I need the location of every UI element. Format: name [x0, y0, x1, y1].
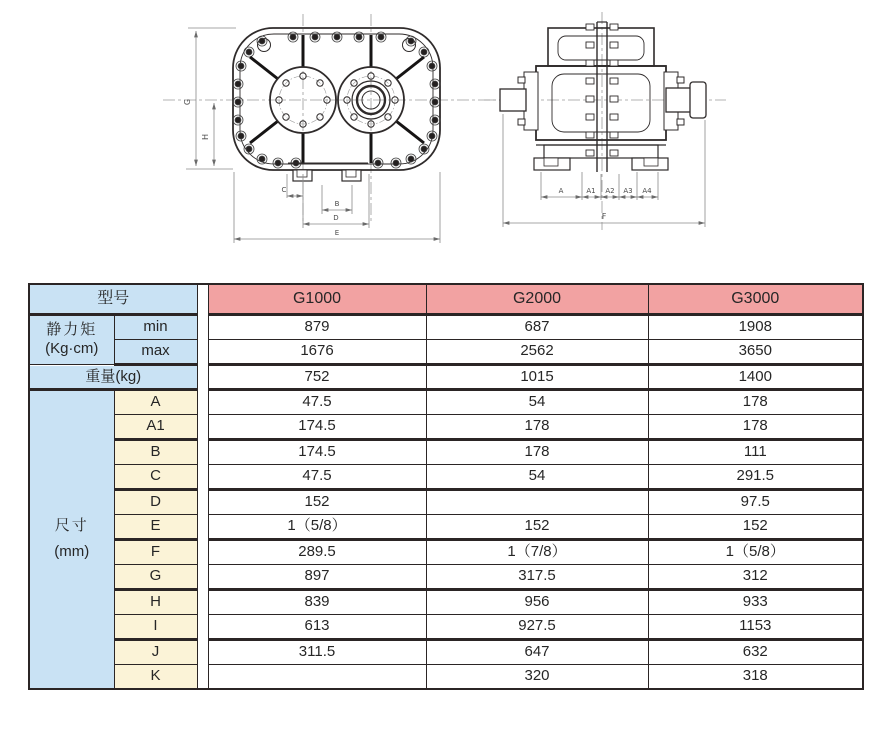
gearbox-drawing-svg [0, 0, 890, 272]
value-cell: 879 [208, 314, 426, 339]
value-cell: 927.5 [426, 614, 648, 639]
static-moment-label: 静力矩 [46, 320, 98, 338]
row-label: G [114, 564, 197, 589]
value-cell: 174.5 [208, 414, 426, 439]
value-cell: 47.5 [208, 464, 426, 489]
value-cell: 2562 [426, 339, 648, 364]
row-label: B [114, 439, 197, 464]
dim-label-d: D [333, 214, 339, 222]
value-cell: 111 [648, 439, 863, 464]
value-cell: 956 [426, 589, 648, 614]
value-cell: 152 [426, 514, 648, 539]
value-cell: 311.5 [208, 639, 426, 664]
value-cell: 1676 [208, 339, 426, 364]
static-moment-unit: (Kg·cm) [45, 339, 99, 357]
value-cell: 1400 [648, 364, 863, 389]
value-cell: 318 [648, 664, 863, 689]
value-cell: 839 [208, 589, 426, 614]
row-label: A [114, 389, 197, 414]
spec-table [28, 283, 864, 690]
column-gap [197, 284, 208, 689]
row-label-max: max [114, 339, 197, 364]
dim-label-b: B [334, 200, 340, 208]
side-feet [534, 158, 668, 170]
value-cell: 54 [426, 464, 648, 489]
value-cell: 178 [426, 414, 648, 439]
dimensions-label: 尺寸 [54, 516, 89, 534]
dim-label-h: H [201, 133, 210, 141]
row-label: C [114, 464, 197, 489]
value-cell: 178 [648, 414, 863, 439]
dim-label-e: E [334, 229, 340, 237]
value-cell: 752 [208, 364, 426, 389]
dim-label-g: G [183, 98, 192, 106]
technical-drawing [0, 0, 890, 272]
row-label: H [114, 589, 197, 614]
value-cell: 632 [648, 639, 863, 664]
value-cell: 613 [208, 614, 426, 639]
value-cell: 178 [648, 389, 863, 414]
row-label: E [114, 514, 197, 539]
value-cell: 152 [208, 489, 426, 514]
row-label-min: min [114, 314, 197, 339]
value-cell: 897 [208, 564, 426, 589]
value-cell: 1153 [648, 614, 863, 639]
value-cell: 320 [426, 664, 648, 689]
value-cell [426, 489, 648, 514]
value-cell [208, 664, 426, 689]
value-cell: 1（5/8） [208, 514, 426, 539]
model-header-g1000: G1000 [208, 284, 426, 314]
value-cell: 3650 [648, 339, 863, 364]
value-cell: 933 [648, 589, 863, 614]
dim-label-a1: A1 [586, 187, 596, 195]
value-cell: 291.5 [648, 464, 863, 489]
weight-row-header: 重量(kg) [29, 364, 197, 389]
value-cell: 289.5 [208, 539, 426, 564]
dimensions-header [29, 389, 114, 689]
dim-label-a4: A4 [642, 187, 652, 195]
static-moment-header [29, 314, 114, 364]
side-view [484, 12, 726, 230]
row-label: F [114, 539, 197, 564]
value-cell: 1908 [648, 314, 863, 339]
row-label: J [114, 639, 197, 664]
row-label: K [114, 664, 197, 689]
front-view [163, 14, 508, 243]
model-header-g2000: G2000 [426, 284, 648, 314]
value-cell: 152 [648, 514, 863, 539]
row-label: D [114, 489, 197, 514]
row-label: I [114, 614, 197, 639]
dim-label-a: A [558, 187, 564, 195]
dim-label-a2: A2 [605, 187, 615, 195]
value-cell: 47.5 [208, 389, 426, 414]
value-cell: 1（5/8） [648, 539, 863, 564]
value-cell: 647 [426, 639, 648, 664]
value-cell: 312 [648, 564, 863, 589]
value-cell: 687 [426, 314, 648, 339]
row-label: A1 [114, 414, 197, 439]
value-cell: 1（7/8） [426, 539, 648, 564]
value-cell: 174.5 [208, 439, 426, 464]
dim-label-f: F [601, 212, 607, 221]
model-header-g3000: G3000 [648, 284, 863, 314]
dim-label-a3: A3 [623, 187, 633, 195]
dimensions-unit: (mm) [54, 543, 90, 561]
value-cell: 317.5 [426, 564, 648, 589]
value-cell: 178 [426, 439, 648, 464]
value-cell: 1015 [426, 364, 648, 389]
model-row-header: 型号 [29, 284, 197, 314]
dim-label-c: C [281, 186, 287, 194]
value-cell: 97.5 [648, 489, 863, 514]
value-cell: 54 [426, 389, 648, 414]
